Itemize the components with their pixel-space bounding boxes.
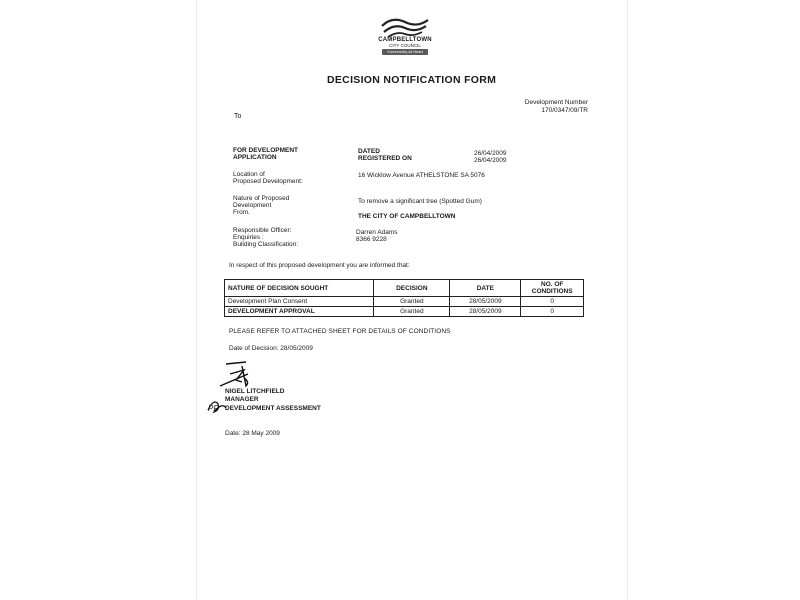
waves-icon — [370, 12, 440, 40]
location-label-1: Location of — [233, 171, 265, 178]
header-decision: DECISION — [374, 280, 450, 297]
intro-text: In respect of this proposed development you are informed that: — [229, 262, 410, 269]
development-number: 170/0347/09/TR — [541, 107, 588, 114]
row-decision: Granted — [374, 297, 450, 307]
row-nature: Development Plan Consent — [225, 297, 374, 307]
registered-label: REGISTERED ON — [358, 155, 412, 162]
to-label: To — [234, 113, 242, 120]
row-conditions: 0 — [521, 307, 584, 317]
row-nature: DEVELOPMENT APPROVAL — [225, 307, 374, 317]
decision-date: Date of Decision: 28/05/2009 — [229, 345, 313, 352]
row-date: 28/05/2009 — [450, 307, 521, 317]
nature-label-1: Nature of Proposed — [233, 195, 290, 202]
officer-value: Darren Adams — [356, 229, 398, 236]
per-pro-mark: PP — [208, 404, 219, 413]
nature-value: To remove a significant tree (Spotted Gum) — [358, 198, 482, 205]
header-nature: NATURE OF DECISION SOUGHT — [225, 280, 374, 297]
dated-label: DATED — [358, 148, 380, 155]
officer-label: Responsible Officer: — [233, 227, 292, 234]
table-header-row — [225, 280, 584, 297]
footer-date: Date: 28 May 2009 — [225, 430, 280, 437]
row-date: 28/05/2009 — [450, 297, 521, 307]
location-value: 16 Wicklow Avenue ATHELSTONE SA 5076 — [358, 172, 485, 179]
enquiries-value: 8366 9228 — [356, 236, 387, 243]
header-conditions: NO. OF CONDITIONS — [521, 280, 584, 297]
registered-value: 26/04/2009 — [474, 157, 507, 164]
enquiries-label: Enquiries : — [233, 234, 264, 241]
signatory-title-1: MANAGER — [225, 396, 259, 403]
signatory-name: NIGEL LITCHFIELD — [225, 388, 285, 395]
decision-table — [224, 279, 584, 317]
form-title: DECISION NOTIFICATION FORM — [327, 74, 497, 86]
dated-value: 26/04/2009 — [474, 150, 507, 157]
application-heading-1: FOR DEVELOPMENT — [233, 147, 299, 154]
row-conditions: 0 — [521, 297, 584, 307]
location-label-2: Proposed Development: — [233, 178, 303, 185]
from-value: THE CITY OF CAMPBELLTOWN — [358, 213, 456, 220]
from-label: From. — [233, 209, 250, 216]
conditions-note: PLEASE REFER TO ATTACHED SHEET FOR DETAILS OF CONDITIONS — [229, 328, 451, 335]
row-decision: Granted — [374, 307, 450, 317]
development-number-label: Development Number — [524, 99, 588, 106]
application-heading-2: APPLICATION — [233, 154, 277, 161]
council-subtitle: CITY COUNCIL — [389, 43, 421, 48]
council-name: CAMPBELLTOWN — [378, 37, 432, 43]
header-date: DATE — [450, 280, 521, 297]
council-ribbon: Community At Heart — [382, 49, 428, 55]
nature-label-2: Development — [233, 202, 272, 209]
signatory-title-2: DEVELOPMENT ASSESSMENT — [225, 405, 321, 412]
table-row — [225, 307, 584, 317]
table-row — [225, 297, 584, 307]
classification-label: Building Classification: — [233, 241, 299, 248]
